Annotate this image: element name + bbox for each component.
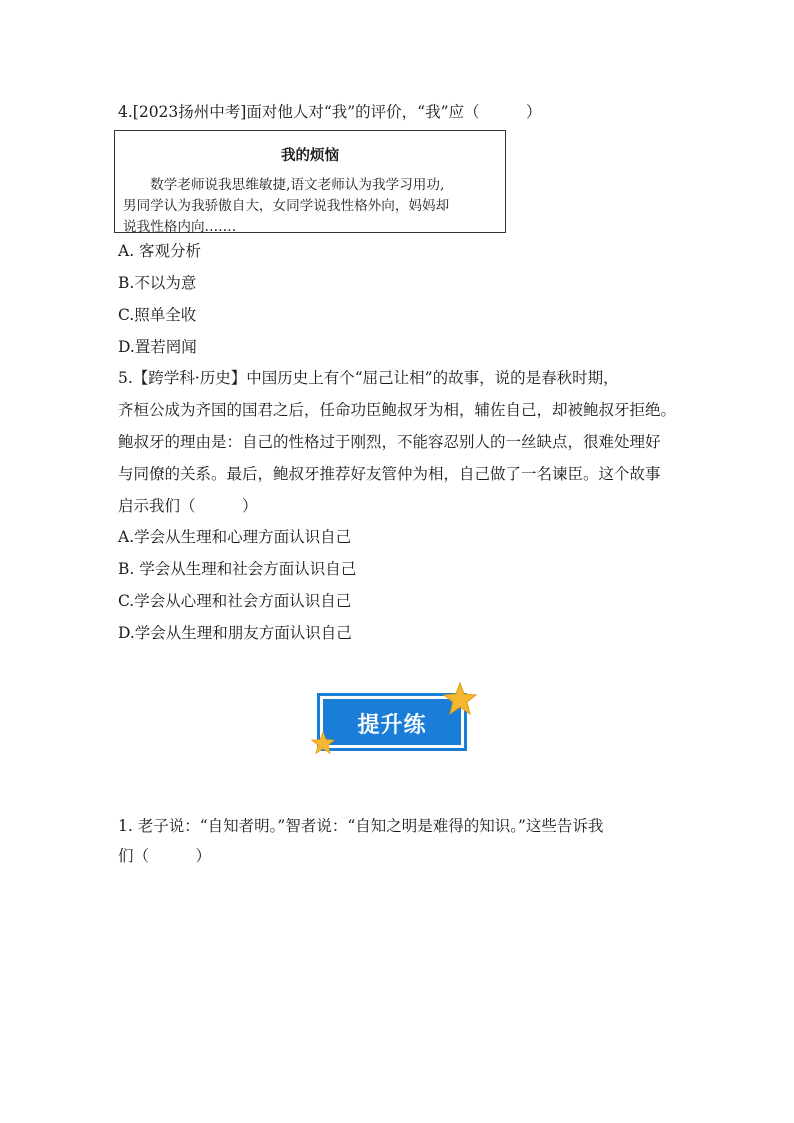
q5-line: 鲍叔牙的理由是：自己的性格过于刚烈，不能容忍别人的一丝缺点，很难处理好 [118,433,661,451]
q5-line: 齐桓公成为齐国的国君之后，任命功臣鲍叔牙为相，辅佐自己，却被鲍叔牙拒绝。 [118,401,677,419]
q4-box-line: 说我性格内向……. [123,219,237,235]
q4-option-c: C.照单全收 [118,306,197,324]
star-icon [443,682,477,716]
section-badge-label: 提升练 [357,713,427,738]
q4-option-a: A. 客观分析 [118,242,202,260]
q4-stem: 4.[2023扬州中考]面对他人对“我”的评价，“我”应（ ） [118,103,542,121]
q1-line: 1. 老子说：“自知者明。”智者说：“自知之明是难得的知识。”这些告诉我 [118,817,604,835]
q4-box-title: 我的烦恼 [281,148,339,164]
q5-line: 5.【跨学科·历史】中国历史上有个“屈己让相”的故事，说的是春秋时期， [118,369,619,387]
star-icon [311,731,335,755]
q5-option-b: B. 学会从生理和社会方面认识自己 [118,560,357,578]
q4-material-box [114,130,506,233]
q4-box-line: 男同学认为我骄傲自大，女同学说我性格外向，妈妈却 [123,198,450,214]
q5-line: 与同僚的关系。最后，鲍叔牙推荐好友管仲为相，自己做了一名谏臣。这个故事 [118,465,661,483]
q4-option-b: B.不以为意 [118,274,197,292]
q5-option-d: D.学会从生理和朋友方面认识自己 [118,624,352,642]
q5-option-a: A.学会从生理和心理方面认识自己 [118,528,352,546]
q4-box-line: 数学老师说我思维敏捷,语文老师认为我学习用功, [123,177,445,193]
q4-option-d: D.置若罔闻 [118,338,197,356]
q5-line: 启示我们（ ） [118,497,258,515]
q5-option-c: C.学会从心理和社会方面认识自己 [118,592,352,610]
q1-line: 们（ ） [118,847,212,865]
